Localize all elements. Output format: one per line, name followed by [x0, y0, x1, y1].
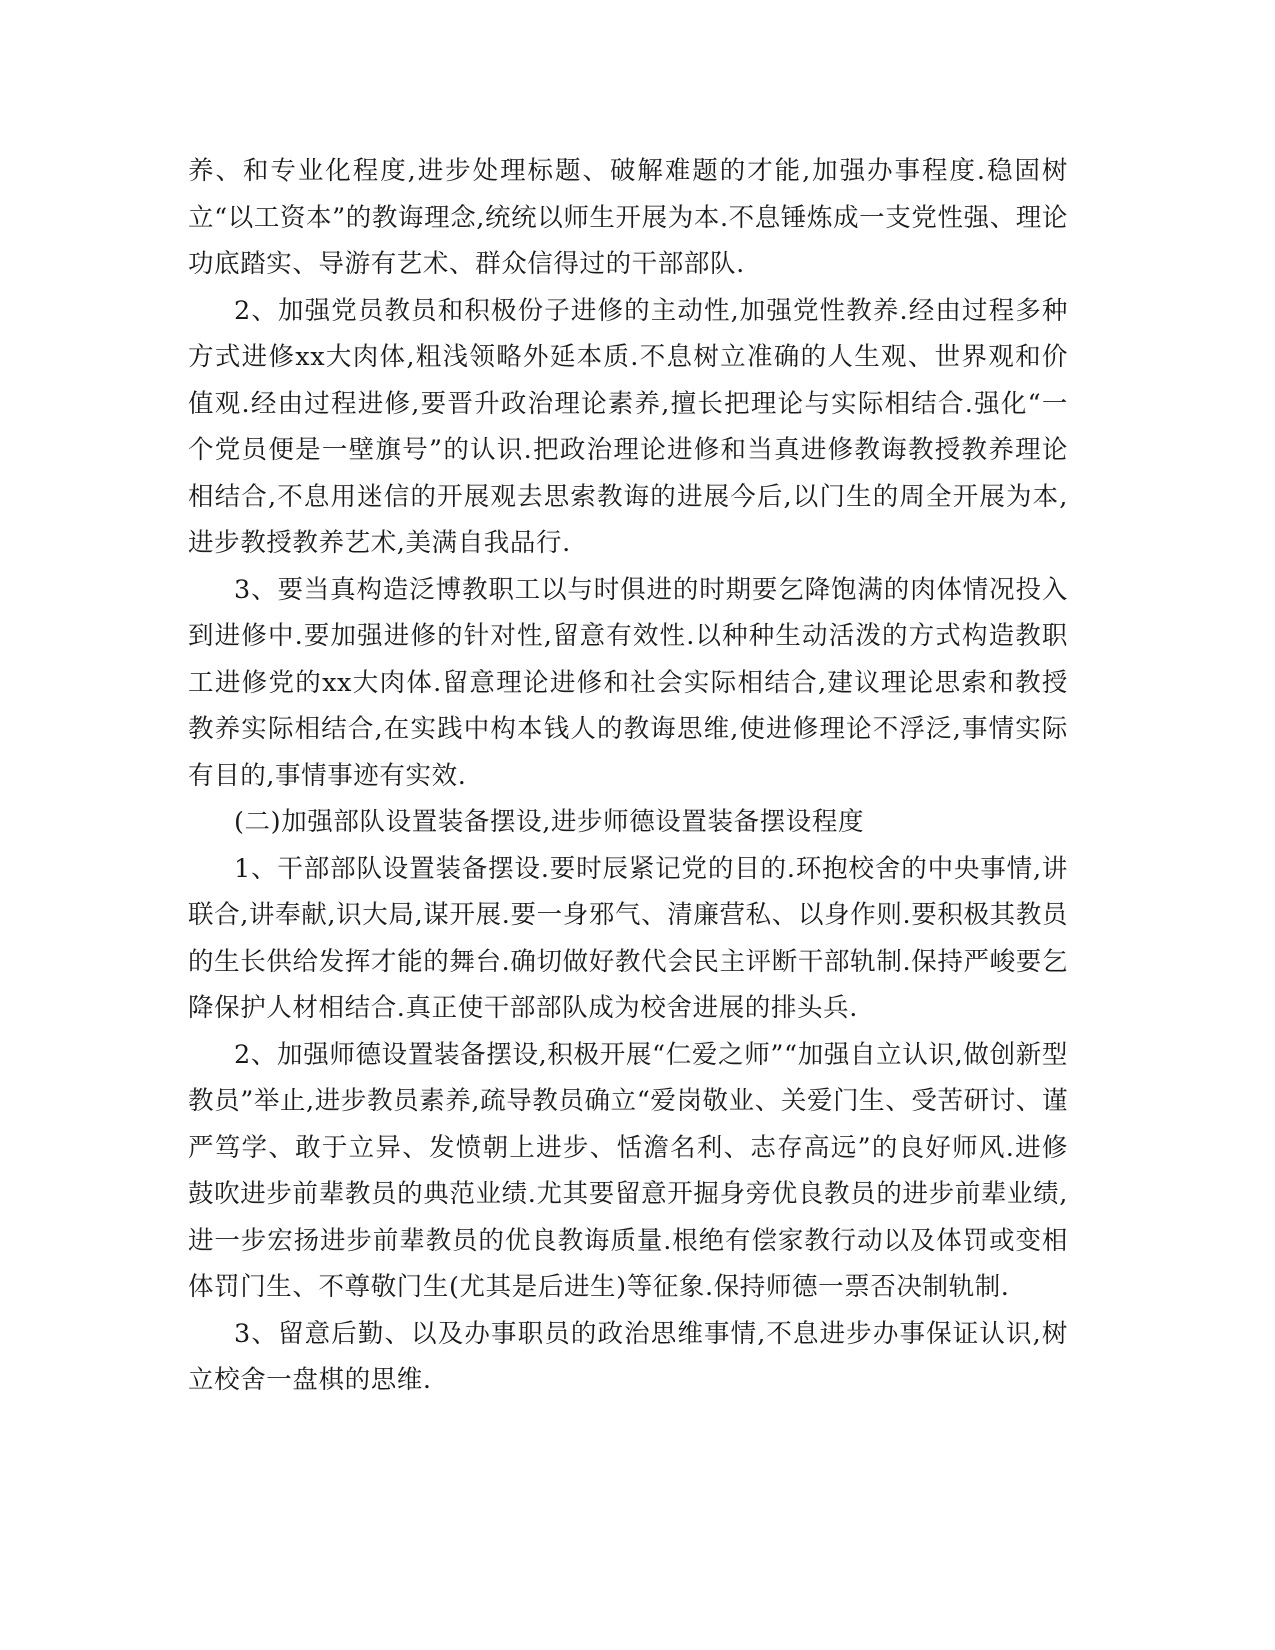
paragraph-continuation: 养、和专业化程度,进步处理标题、破解难题的才能,加强办事程度.稳固树立“以工资本”的教诲理念,统统以师生开展为本.不息锤炼成一支党性强、理论功底踏实、导游有艺术、群众信得过的干部部队. — [188, 156, 1068, 279]
paragraph-teacher-ethics: 2、加强师德设置装备摆设,积极开展“仁爱之师”“加强自立认识,做创新型教员”举止,进步教员素养,疏导教员确立“爱岗敬业、关爱门生、受苦研讨、谨严笃学、敢于立异、发愤朝上进步、恬澹名利、志存高远”的良好师风.进修鼓吹进步前辈教员的典范业绩.尤其要留意开掘身旁优良教员的进步前辈业绩,进一步宏扬进步前辈教员的优良教诲质量.根绝有偿家教行动以及体罚或变相体罚门生、不尊敬门生(尤其是后进生)等征象.保持师德一票否决制轨制. — [188, 1039, 1068, 1302]
paragraph-cadre-team: 1、干部部队设置装备摆设.要时辰紧记党的目的.环抱校舍的中央事情,讲联合,讲奉献,识大局,谋开展.要一身邪气、清廉营私、以身作则.要积极其教员的生长供给发挥才能的舞台.确切做好教代会民主评断干部轨制.保持严峻要乞降保护人材相结合.真正使干部部队成为校舍进展的排头兵. — [188, 853, 1068, 1023]
paragraph-item-3: 3、要当真构造泛博教职工以与时俱进的时期要乞降饱满的肉体情况投入到进修中.要加强进修的针对性,留意有效性.以种种生动活泼的方式构造教职工进修党的xx大肉体.留意理论进修和社会实际相结合,建议理论思索和教授教养实际相结合,在实践中构本钱人的教诲思维,使进修理论不浮泛,事情实际有目的,事情事迹有实效. — [188, 574, 1068, 791]
paragraph-logistics: 3、留意后勤、以及办事职员的政治思维事情,不息进步办事保证认识,树立校舍一盘棋的思维. — [188, 1318, 1068, 1395]
section-heading: (二)加强部队设置装备摆设,进步师德设置装备摆设程度 — [234, 807, 865, 837]
paragraph-item-2: 2、加强党员教员和积极份子进修的主动性,加强党性教养.经由过程多种方式进修xx大肉体,粗浅领略外延本质.不息树立准确的人生观、世界观和价值观.经由过程进修,要晋升政治理论素养,擅长把理论与实际相结合.强化“一个党员便是一壁旗号”的认识.把政治理论进修和当真进修教诲教授教养理论相结合,不息用迷信的开展观去思索教诲的进展今后,以门生的周全开展为本,进步教授教养艺术,美满自我品行. — [188, 295, 1068, 558]
document-body — [188, 148, 1068, 1404]
